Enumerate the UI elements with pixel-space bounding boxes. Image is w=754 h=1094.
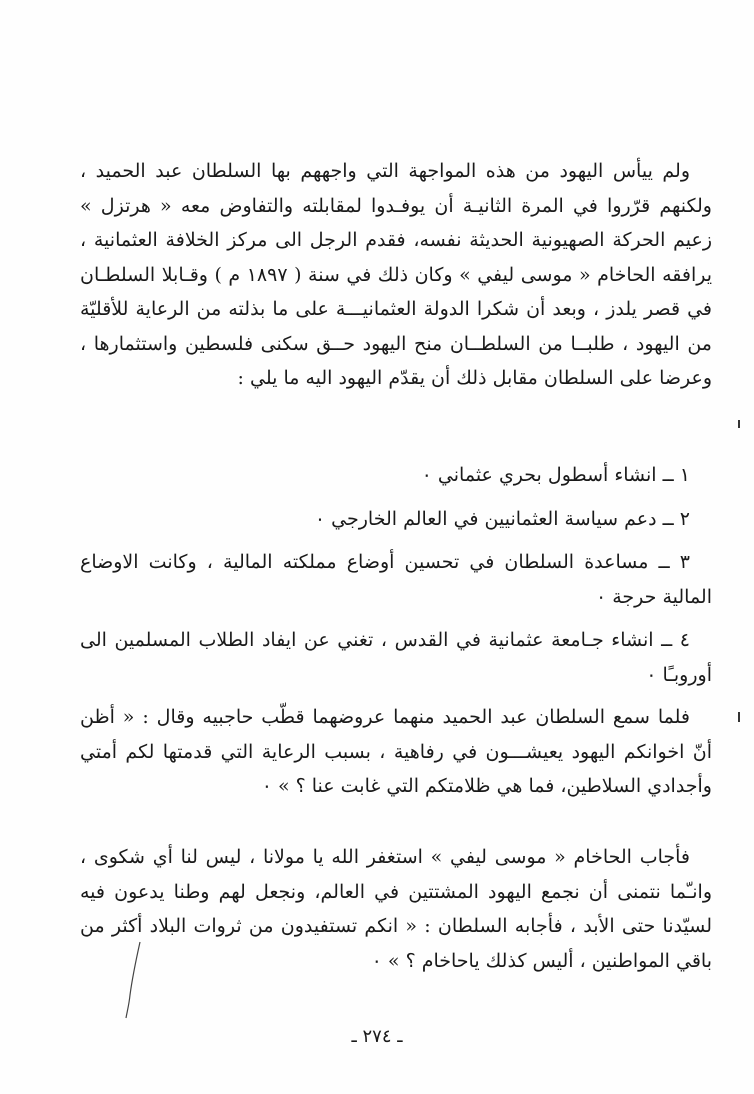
- margin-mark: [738, 420, 740, 428]
- numbered-list: [80, 458, 712, 701]
- list-item-1: ١ ــ انشاء أسطول بحري عثماني ٠: [421, 464, 690, 486]
- paragraph-1: ولم ييأس اليهود من هذه المواجهة التي واجههم بها السلطان عبد الحميد ، ولكنهم قرّروا في المرة الثانيـة أن يوفـدوا لمقابلته والتفاوض معه « هرتزل » زعيم الحركة الصهيونية الحديثة نفسه، فقدم الرجل الى مركز الخلافة العثمانية ، يرافقه الحاخام « موسى ليفي » وكان ذلك في سنة ( ١٨٩٧ م ) وقـابلا السلطـان في قصر يلدز ، وبعد أن شكرا الدولة العثمانيـــة على ما بذلته من الرعاية للأقليّة من اليهود ، طلبــا من السلطــان منح اليهود حــق سكنى فلسطين واستثمارها ، وعرضا على السلطان مقابل ذلك أن يقدّم اليهود اليه ما يلي :: [80, 160, 713, 389]
- paragraph-3: فأجاب الحاخام « موسى ليفي » استغفر الله يا مولانا ، ليس لنا أي شكوى ، وانـّما نتمنى أن نجمع اليهود المشتتين في العالم، ونجعل لهم وطنا يدعون فيه لسيّدنا حتى الأبد ، فأجابه السلطان : « انكم تستفيدون من ثروات البلاد أكثر من باقي المواطنين ، أليس كذلك ياحاخام ؟ » ٠: [80, 846, 712, 972]
- list-item-3: ٣ ــ مساعدة السلطان في تحسين أوضاع مملكته المالية ، وكانت الاوضاع المالية حرجة ٠: [80, 551, 712, 608]
- list-item-4: ٤ ــ انشاء جـامعة عثمانية في القدس ، تغني عن ايفاد الطلاب المسلمين الى أوروبـًا ٠: [80, 629, 712, 686]
- paragraph-2-block: [80, 700, 712, 804]
- handwritten-pen-mark: [118, 940, 148, 1020]
- paragraph-3-block: [80, 840, 712, 978]
- list-item-2: ٢ ــ دعم سياسة العثمانيين في العالم الخارجي ٠: [314, 507, 690, 530]
- paragraph-1-block: [80, 154, 712, 396]
- page-number: ـ ٢٧٤ ـ: [351, 1026, 403, 1047]
- paragraph-2: فلما سمع السلطان عبد الحميد منهما عروضهما قطّب حاجبيه وقال : « أظن أنّ اخوانكم اليهود يعيشـــون في رفاهية ، بسبب الرعاية التي قدمتها لكم أمتي وأجدادي السلاطين، فما هي ظلامتكم التي غابت عنا ؟ » ٠: [80, 706, 712, 797]
- margin-mark: [738, 712, 740, 722]
